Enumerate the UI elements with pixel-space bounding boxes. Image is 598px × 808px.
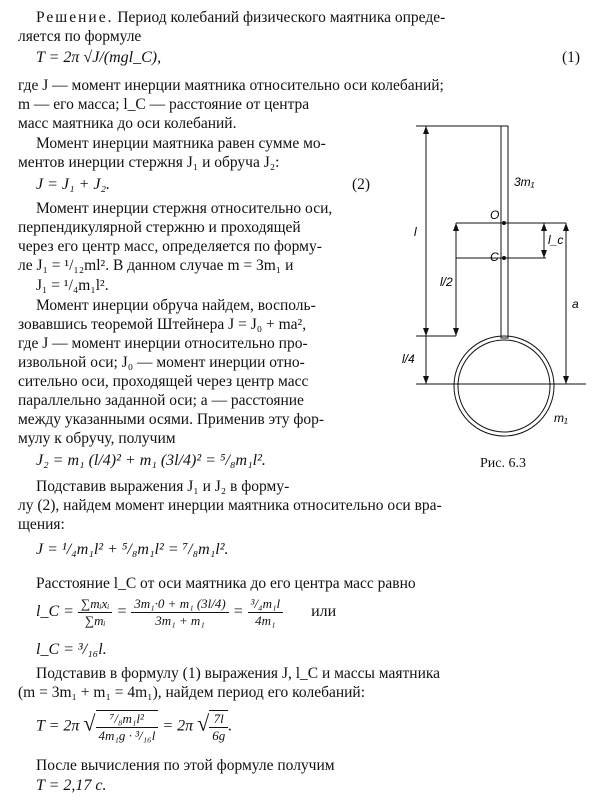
text-line-24: Расстояние l_C от оси маятника до его центра масс равно bbox=[36, 575, 416, 592]
eq5-den1: ∑mᵢ bbox=[84, 613, 106, 628]
text-line-5: масс маятника до оси колебаний. bbox=[18, 115, 237, 132]
text-line-2: ляется по формуле bbox=[18, 28, 142, 45]
solution-line-1 bbox=[36, 8, 445, 27]
pendulum-figure bbox=[396, 118, 598, 448]
label-l4: l/4 bbox=[402, 352, 415, 366]
solution-line-1-text: Период колебаний физического маятника опреде- bbox=[113, 9, 446, 26]
eq7-den2: 6g bbox=[212, 728, 226, 743]
text-line-23: щения: bbox=[18, 516, 65, 533]
point-c bbox=[502, 256, 506, 260]
text-line-20: мулу к обручу, получим bbox=[18, 430, 176, 447]
text-line-14: зовавшись теоремой Штейнера J = J₀ + ma², bbox=[18, 316, 307, 333]
eq5-lhs: l_C = bbox=[36, 603, 74, 621]
equation-4: J = ¹/₄m₁l² + ⁵/₈m₁l² = ⁷/₈m₁l². bbox=[36, 541, 229, 558]
text-line-3: где J — момент инерции маятника относительно оси колебаний; bbox=[18, 77, 444, 94]
label-lc: l_c bbox=[548, 233, 564, 247]
eq7-num: ⁷/₈m₁l² bbox=[96, 711, 159, 728]
eq5-num2: 3m₁·0 + m₁ (3l/4) bbox=[131, 596, 228, 613]
eq5-num3: ³/₄m₁l bbox=[248, 596, 284, 613]
equation-6: l_C = ³/₁₆l. bbox=[36, 641, 107, 658]
eq5-fraction-2 bbox=[131, 596, 228, 629]
text-line-12: J₁ = ¹/₄m₁l². bbox=[36, 277, 109, 294]
text-line-11: ле J₁ = ¹/₁₂ml². В данном случае m = 3m₁ и bbox=[18, 257, 294, 274]
solution-heading: Решение. bbox=[36, 9, 114, 26]
equation-2: J = J₁ + J₂. bbox=[36, 176, 111, 193]
point-o bbox=[502, 221, 506, 225]
eq7-num2: 7l bbox=[209, 711, 228, 728]
label-m1: m₁ bbox=[554, 411, 568, 425]
text-line-17: сительно оси, проходящей через центр масс bbox=[18, 373, 309, 390]
text-line-18: параллельно заданной оси; a — расстояние bbox=[18, 392, 304, 409]
equation-1: T = 2π √J/(mgl_C), bbox=[36, 49, 162, 66]
text-line-15: где J — момент инерции относительно про- bbox=[18, 335, 308, 352]
hoop-inner bbox=[458, 340, 550, 432]
text-line-13: Момент инерции обруча найдем, восполь- bbox=[36, 297, 316, 314]
equation-3: J₂ = m₁ (l/4)² + m₁ (3l/4)² = ⁵/₈m₁l². bbox=[36, 452, 266, 469]
eq5-num1: ∑mᵢxᵢ bbox=[78, 596, 113, 613]
text-line-19: между указанными осями. Применив эту фор- bbox=[18, 411, 325, 428]
label-o: O bbox=[490, 208, 500, 222]
text-line-4: m — его масса; l_C — расстояние от центра bbox=[18, 96, 310, 113]
eq7-den: 4m₁g · ³/₁₆l bbox=[98, 728, 156, 743]
text-line-25: Подставив в формулу (1) выражения J, l_C и массы маятника bbox=[36, 665, 441, 682]
text-line-8: Момент инерции стержня относительно оси, bbox=[36, 200, 333, 217]
eq5-den2: 3m₁ + m₁ bbox=[155, 613, 205, 628]
label-l: l bbox=[414, 225, 417, 239]
text-line-22: лу (2), найдем момент инерции маятника относительно оси вра- bbox=[18, 497, 442, 514]
equation-7: T = 2π √ $\frac{\text{⁷/₈m₁l²}}{\text{4m₁g · ³/₁₆l}}$ = 2π √ $\frac{7l}{6g}$ . bbox=[36, 710, 233, 743]
final-result: T = 2,17 с. bbox=[36, 777, 107, 794]
eq7-mid: = 2π bbox=[162, 717, 194, 735]
text-line-16: извольной оси; J₀ — момент инерции отно- bbox=[18, 354, 305, 371]
text-line-21: Подставив выражения J₁ и J₂ в форму- bbox=[36, 478, 290, 495]
label-c: C bbox=[490, 250, 499, 264]
text-line-7: ментов инерции стержня J₁ и обруча J₂: bbox=[18, 154, 280, 171]
text-line-10: через его центр масс, определяется по форму- bbox=[18, 238, 322, 255]
eq7-fraction-1 bbox=[96, 710, 159, 744]
sqrt-symbol-1: √ bbox=[83, 710, 96, 736]
label-3m1: 3m₁ bbox=[514, 175, 535, 189]
text-line-27: После вычисления по этой формуле получим bbox=[36, 757, 335, 774]
text-line-26: (m = 3m₁ + m₁ = 4m₁), найдем период его колебаний: bbox=[18, 684, 366, 701]
eq5-fraction-3 bbox=[248, 596, 284, 629]
eq5-den3: 4m₁ bbox=[255, 613, 276, 628]
eq7-lhs: T = 2π bbox=[36, 717, 80, 735]
label-l2: l/2 bbox=[440, 275, 453, 289]
text-line-6: Момент инерции маятника равен сумме мо- bbox=[36, 135, 326, 152]
rod bbox=[501, 126, 508, 338]
equation-2-number: (2) bbox=[352, 176, 371, 193]
equation-1-number: (1) bbox=[562, 49, 581, 66]
eq5-or: или bbox=[311, 603, 337, 621]
label-a: a bbox=[572, 297, 579, 311]
sqrt-symbol-2: √ bbox=[197, 710, 210, 736]
equation-5: l_C = $\frac{\text{∑mᵢxᵢ}}{\text{∑mᵢ}}$ = $\frac{\text{3m₁·0 + m₁ (3l/4)}}{\text{3m₁ + m₁}}$ = $\frac{\text{³/₄m₁l}}{\text{4m₁}}$ или bbox=[36, 596, 337, 628]
eq7-fraction-2 bbox=[209, 710, 228, 744]
eq5-fraction-1 bbox=[78, 596, 113, 629]
hoop bbox=[454, 336, 554, 436]
text-line-9: перпендикулярной стержню и проходящей bbox=[18, 219, 301, 236]
figure-caption: Рис. 6.3 bbox=[480, 456, 526, 471]
